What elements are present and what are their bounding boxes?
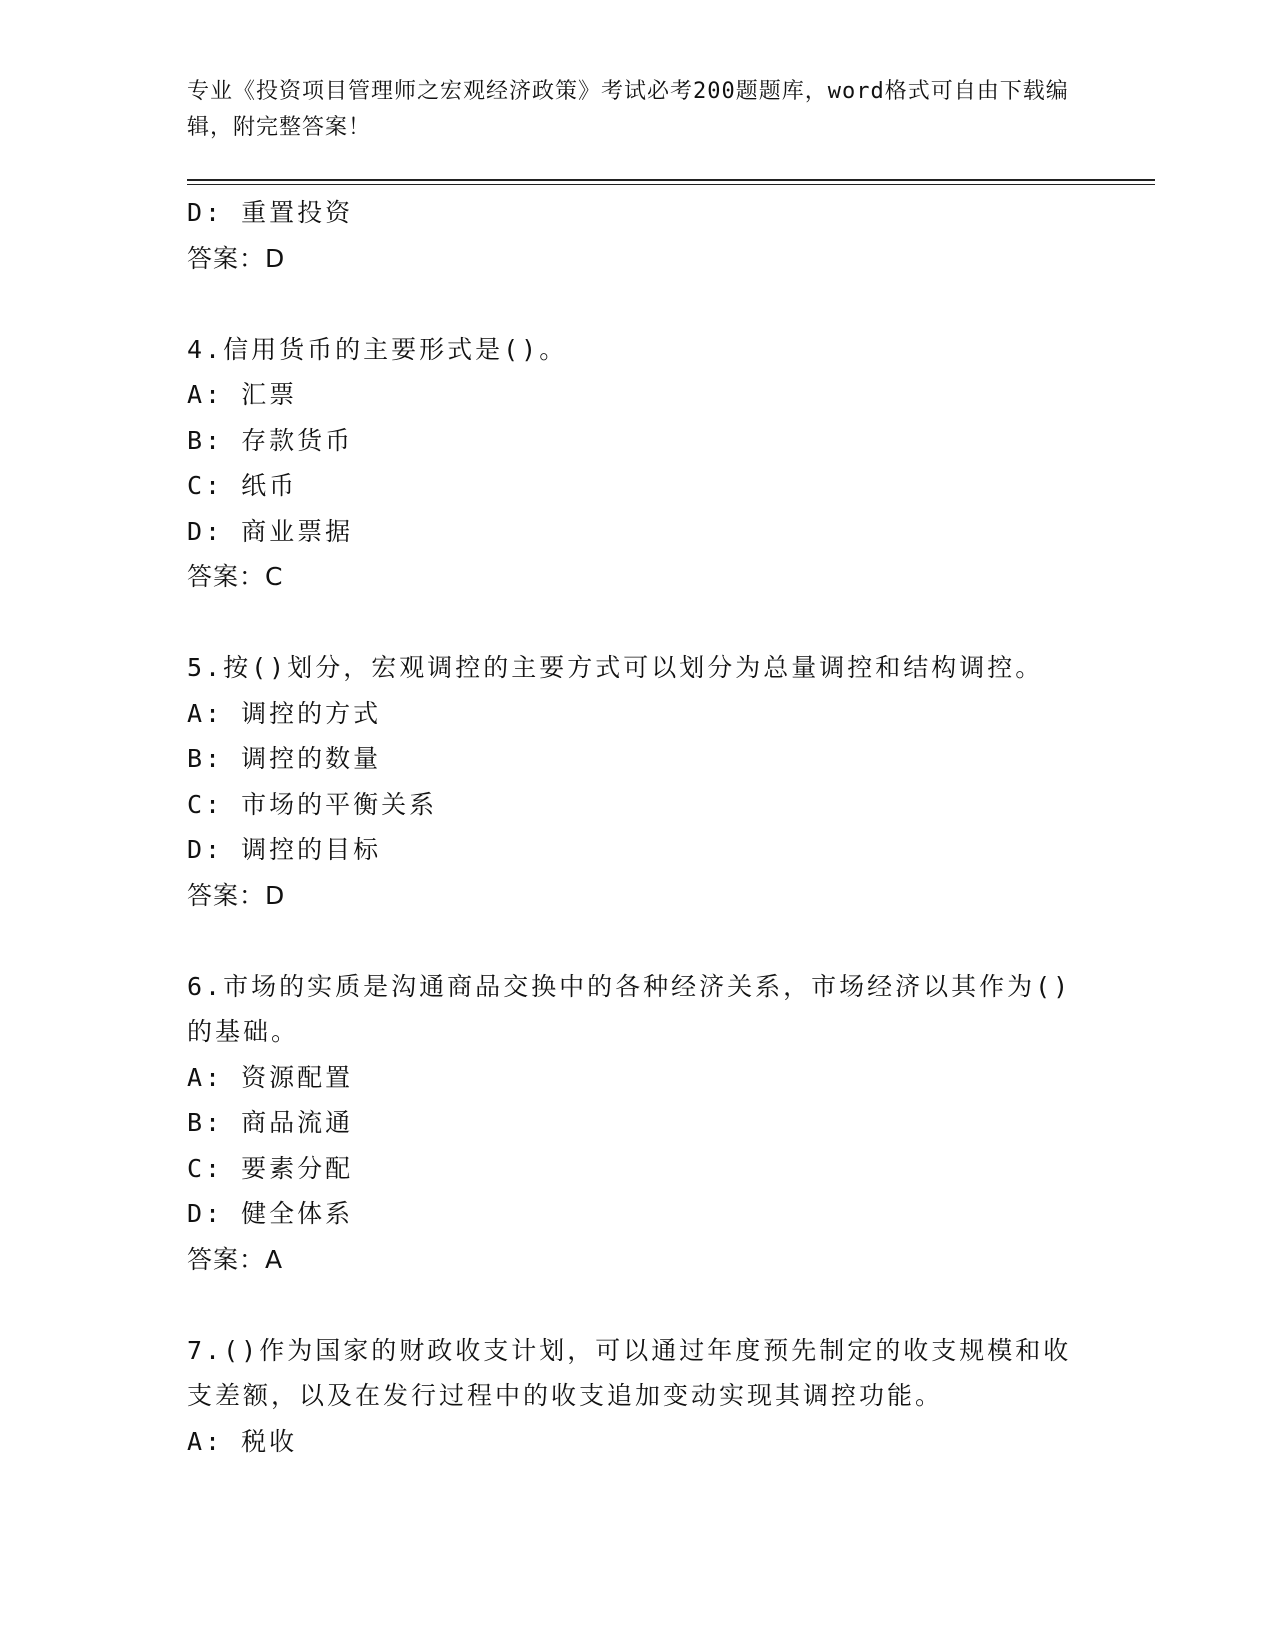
answer: 答案：D [187, 880, 286, 910]
option-d: D: 健全体系 [187, 1199, 354, 1228]
question-text: 7.()作为国家的财政收支计划，可以通过年度预先制定的收支规模和收支差额，以及在发行过程中的收支追加变动实现其调控功能。 [187, 1335, 1072, 1410]
document-header: 专业《投资项目管理师之宏观经济政策》考试必考200题题库，word格式可自由下载编辑，附完整答案！ [187, 79, 1069, 140]
option-c: C: 市场的平衡关系 [187, 789, 438, 819]
option-b: B: 商品流通 [187, 1108, 354, 1137]
option-a: A: 资源配置 [187, 1062, 354, 1092]
question-text: 4.信用货币的主要形式是()。 [187, 334, 568, 364]
header-rule-thick [187, 179, 1155, 181]
option-a: A: 调控的方式 [187, 698, 382, 728]
option-a: A: 汇票 [187, 380, 298, 409]
option-d: D: 重置投资 [187, 198, 354, 227]
option-a: A: 税收 [187, 1426, 298, 1456]
spacer [187, 600, 1087, 646]
header-rule-thin [187, 184, 1155, 185]
spacer [187, 918, 1087, 964]
answer: 答案：C [187, 562, 284, 591]
spacer [187, 1282, 1087, 1328]
option-c: C: 要素分配 [187, 1153, 354, 1183]
answer: 答案：D [187, 243, 286, 273]
question-list [187, 190, 1087, 1464]
option-b: B: 存款货币 [187, 425, 354, 455]
question-text: 6.市场的实质是沟通商品交换中的各种经济关系，市场经济以其作为()的基础。 [187, 971, 1072, 1046]
option-b: B: 调控的数量 [187, 744, 382, 773]
option-d: D: 调控的目标 [187, 835, 382, 864]
question-text: 5.按()划分，宏观调控的主要方式可以划分为总量调控和结构调控。 [187, 653, 1044, 682]
option-c: C: 纸币 [187, 471, 298, 500]
option-d: D: 商业票据 [187, 516, 354, 546]
spacer [187, 281, 1087, 327]
answer: 答案：A [187, 1244, 284, 1274]
